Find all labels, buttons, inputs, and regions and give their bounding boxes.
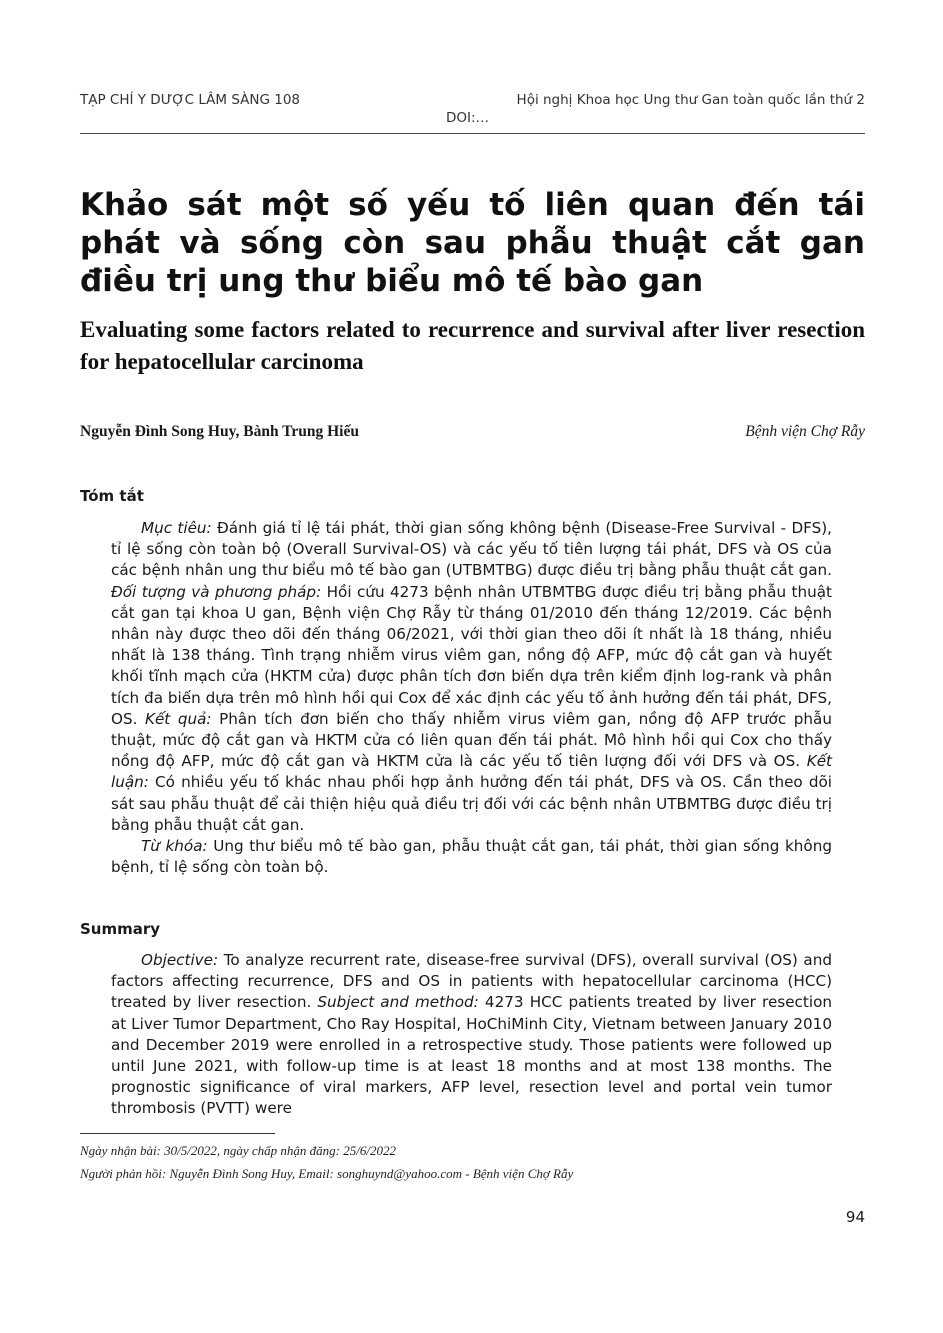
method-label: Đối tượng và phương pháp: — [111, 582, 322, 601]
objective-text: Đánh giá tỉ lệ tái phát, thời gian sống không bệnh (Disease-Free Survival - DFS), tỉ lệ sống còn toàn bộ (Overall Survival-OS) và các yếu tố tiên lượng tái phát, DFS và OS của các bệnh nhân ung thư biểu mô tế bào gan (UTBMTBG) được điều trị bằng phẫu thuật cắt gan. — [111, 519, 832, 580]
title-vietnamese: Khảo sát một số yếu tố liên quan đến tái phát và sống còn sau phẫu thuật cắt gan điều trị ung thư biểu mô tế bào gan — [80, 187, 865, 299]
summary-body — [111, 950, 832, 1120]
title-english: Evaluating some factors related to recurrence and survival after liver resection for hepatocellular carcinoma — [80, 317, 865, 374]
page-number: 94 — [845, 1208, 865, 1226]
conclusion-label: Kết luận: — [111, 752, 832, 792]
summary-objective-text: To analyze recurrent rate, disease-free survival (DFS), overall survival (OS) and factors affecting recurrence, DFS and OS in patients with hepatocellular carcinoma (HCC) treated by liver resection. — [111, 951, 832, 1012]
result-label: Kết quả: — [145, 709, 212, 728]
footnote-received: Ngày nhận bài: 30/5/2022, ngày chấp nhận đăng: 25/6/2022 — [80, 1143, 396, 1158]
objective-label: Mục tiêu: — [141, 519, 212, 537]
header-divider — [80, 133, 865, 134]
journal-name: TẠP CHÍ Y DƯỢC LÂM SÀNG 108 — [80, 92, 301, 108]
abstract-vi — [111, 518, 832, 878]
affiliation: Bệnh viện Chợ Rẫy — [745, 423, 865, 440]
method-text: Hồi cứu 4273 bệnh nhân UTBMTBG được điều trị bằng phẫu thuật cắt gan tại khoa U gan, Bệnh viện Chợ Rẫy từ tháng 01/2010 đến tháng 12/2019. Các bệnh nhân này được theo dõi đến tháng 06/2021, với thời gian theo dõi ít nhất là 18 tháng, nhiều nhất là 138 tháng. Tình trạng nhiễm virus viêm gan, nồng độ AFP, mức độ cắt gan và huyết khối tĩnh mạch cửa (HKTM cửa) được phân tích đơn biến dựa trên kiểm định log-rank và phân tích đa biến dựa trên mô hình hồi qui Cox để xác định các yếu tố ảnh hưởng đến tái phát, DFS, OS. — [111, 582, 832, 728]
doi: DOI:… — [446, 110, 490, 126]
summary-en — [111, 950, 832, 1120]
abstract-vi-body — [111, 518, 832, 836]
keywords-label: Từ khóa: — [141, 837, 208, 856]
conclusion-text: Có nhiều yếu tố khác nhau phối hợp ảnh hưởng đến tái phát, DFS và OS. Cần theo dõi sát sau phẫu thuật để cải thiện hiệu quả điều trị đối với các bệnh nhân UTBMTBG được điều trị bằng phẫu thuật cắt gan. — [111, 773, 832, 834]
summary-objective-label: Objective: — [141, 951, 219, 969]
authors: Nguyễn Đình Song Huy, Bành Trung Hiếu — [80, 423, 359, 440]
footnote-divider — [80, 1133, 275, 1134]
keywords-text: Ung thư biểu mô tế bào gan, phẫu thuật cắt gan, tái phát, thời gian sống không bệnh, tỉ lệ sống còn toàn bộ. — [111, 837, 832, 877]
keywords-vi — [111, 836, 832, 878]
abstract-vi-heading: Tóm tắt — [80, 487, 144, 505]
summary-method-label: Subject and method: — [317, 993, 479, 1012]
conference-name: Hội nghị Khoa học Ung thư Gan toàn quốc lần thứ 2 — [516, 92, 865, 108]
footnote-correspondence: Người phản hồi: Nguyễn Đình Song Huy, Email: songhuynd@yahoo.com - Bệnh viện Chợ Rẫy — [80, 1166, 574, 1181]
summary-heading: Summary — [80, 920, 161, 938]
summary-method-text: 4273 HCC patients treated by liver resection at Liver Tumor Department, Cho Ray Hospital, HoChiMinh City, Vietnam between January 2010 and December 2019 were enrolled in a retrospective study. Those patients were followed up until June 2021, with follow-up time is at least 18 months and at most 138 months. The prognostic significance of viral markers, AFP level, resection level and portal vein tumor thrombosis (PVTT) were — [111, 993, 832, 1118]
result-text: Phân tích đơn biến cho thấy nhiễm virus viêm gan, nồng độ AFP trước phẫu thuật, mức độ cắt gan và HKTM cửa có liên quan đến tái phát. Mô hình hồi qui Cox cho thấy nồng độ AFP, mức độ cắt gan và HKTM cửa là các yếu tố tiên lượng đối với DFS và OS. — [111, 709, 832, 771]
